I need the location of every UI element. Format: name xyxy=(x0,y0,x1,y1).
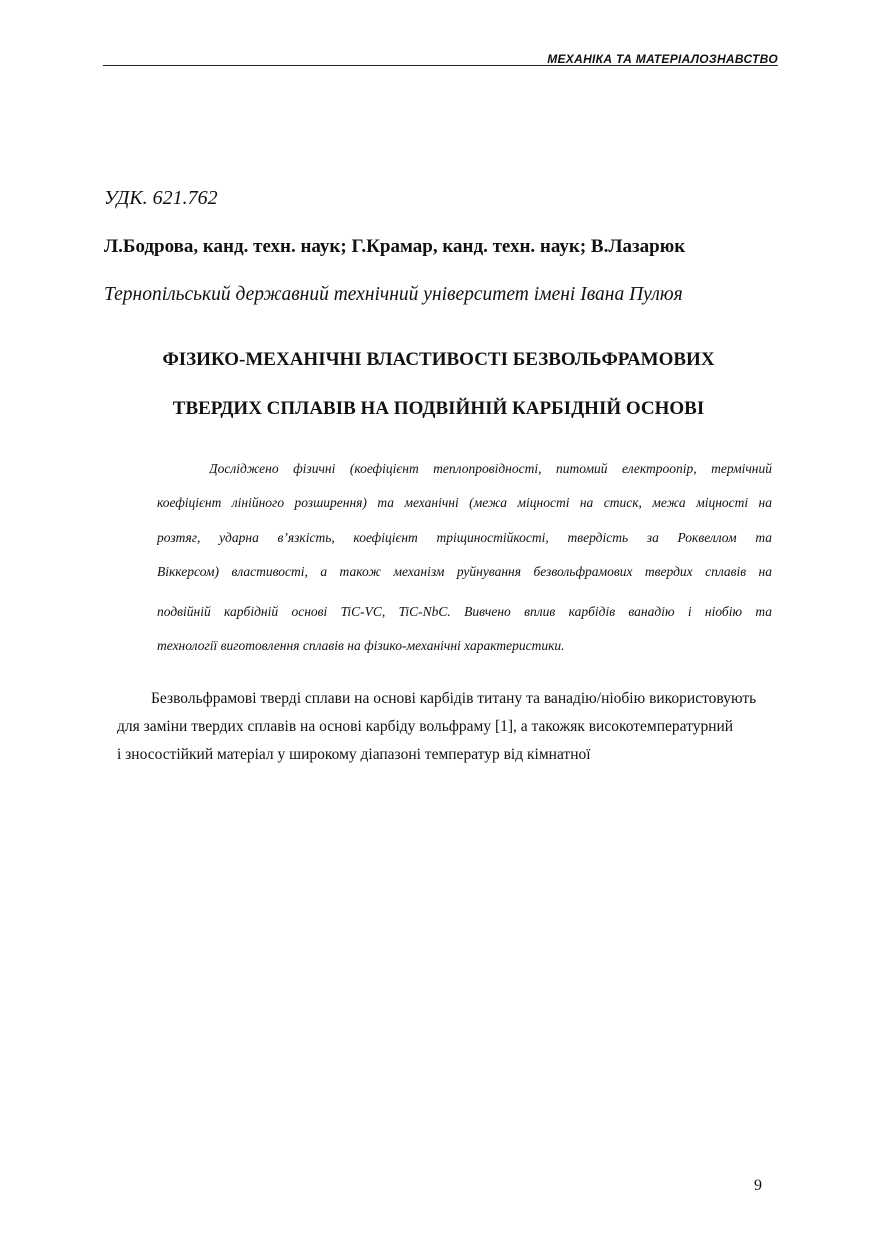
paper-title-line-2: ТВЕРДИХ СПЛАВІВ НА ПОДВІЙНІЙ КАРБІДНІЙ ОСНОВІ xyxy=(172,398,705,419)
abstract-line: Віккерсом) властивості, а також механізм руйнування безвольфрамових твердих сплавів на xyxy=(157,564,772,579)
body-line: Безвольфрамові тверді сплави на основі карбідів титану та ванадію/ніобію використовують xyxy=(151,690,757,707)
authors: Л.Бодрова, канд. техн. наук; Г.Крамар, канд. техн. наук; В.Лазарюк xyxy=(104,236,686,257)
journal-section: МЕХАНІКА ТА МАТЕРІАЛОЗНАВСТВО xyxy=(547,52,778,66)
running-header xyxy=(103,49,778,66)
body-line: для заміни твердих сплавів на основі карбіду вольфраму [1], а такожяк високотемпературний xyxy=(117,718,734,735)
abstract-line: коефіцієнт лінійного розширення) та механічні (межа міцності на стиск, межа міцності на xyxy=(157,495,772,510)
abstract-line: подвійній карбідній основі TiC-VC, TiC-NbC. Вивчено вплив карбідів ванадію і ніобію та xyxy=(157,604,772,619)
abstract-line: технології виготовлення сплавів на фізико-механічні характеристики. xyxy=(157,638,565,653)
abstract-line: Досліджено фізичні (коефіцієнт теплопровідності, питомий електроопір, термічний xyxy=(209,461,772,476)
affiliation: Тернопільський державний технічний університет імені Івана Пулюя xyxy=(104,284,683,305)
page-number: 9 xyxy=(754,1177,762,1194)
abstract-line: розтяг, ударна в’язкість, коефіцієнт тріщиностійкості, твердість за Роквеллом та xyxy=(157,530,772,545)
paper-title-line-1: ФІЗИКО-МЕХАНІЧНІ ВЛАСТИВОСТІ БЕЗВОЛЬФРАМОВИХ xyxy=(162,349,715,370)
udc-code: УДК. 621.762 xyxy=(104,187,218,209)
body-line: і зносостійкий матеріал у широкому діапазоні температур від кімнатної xyxy=(117,746,591,763)
